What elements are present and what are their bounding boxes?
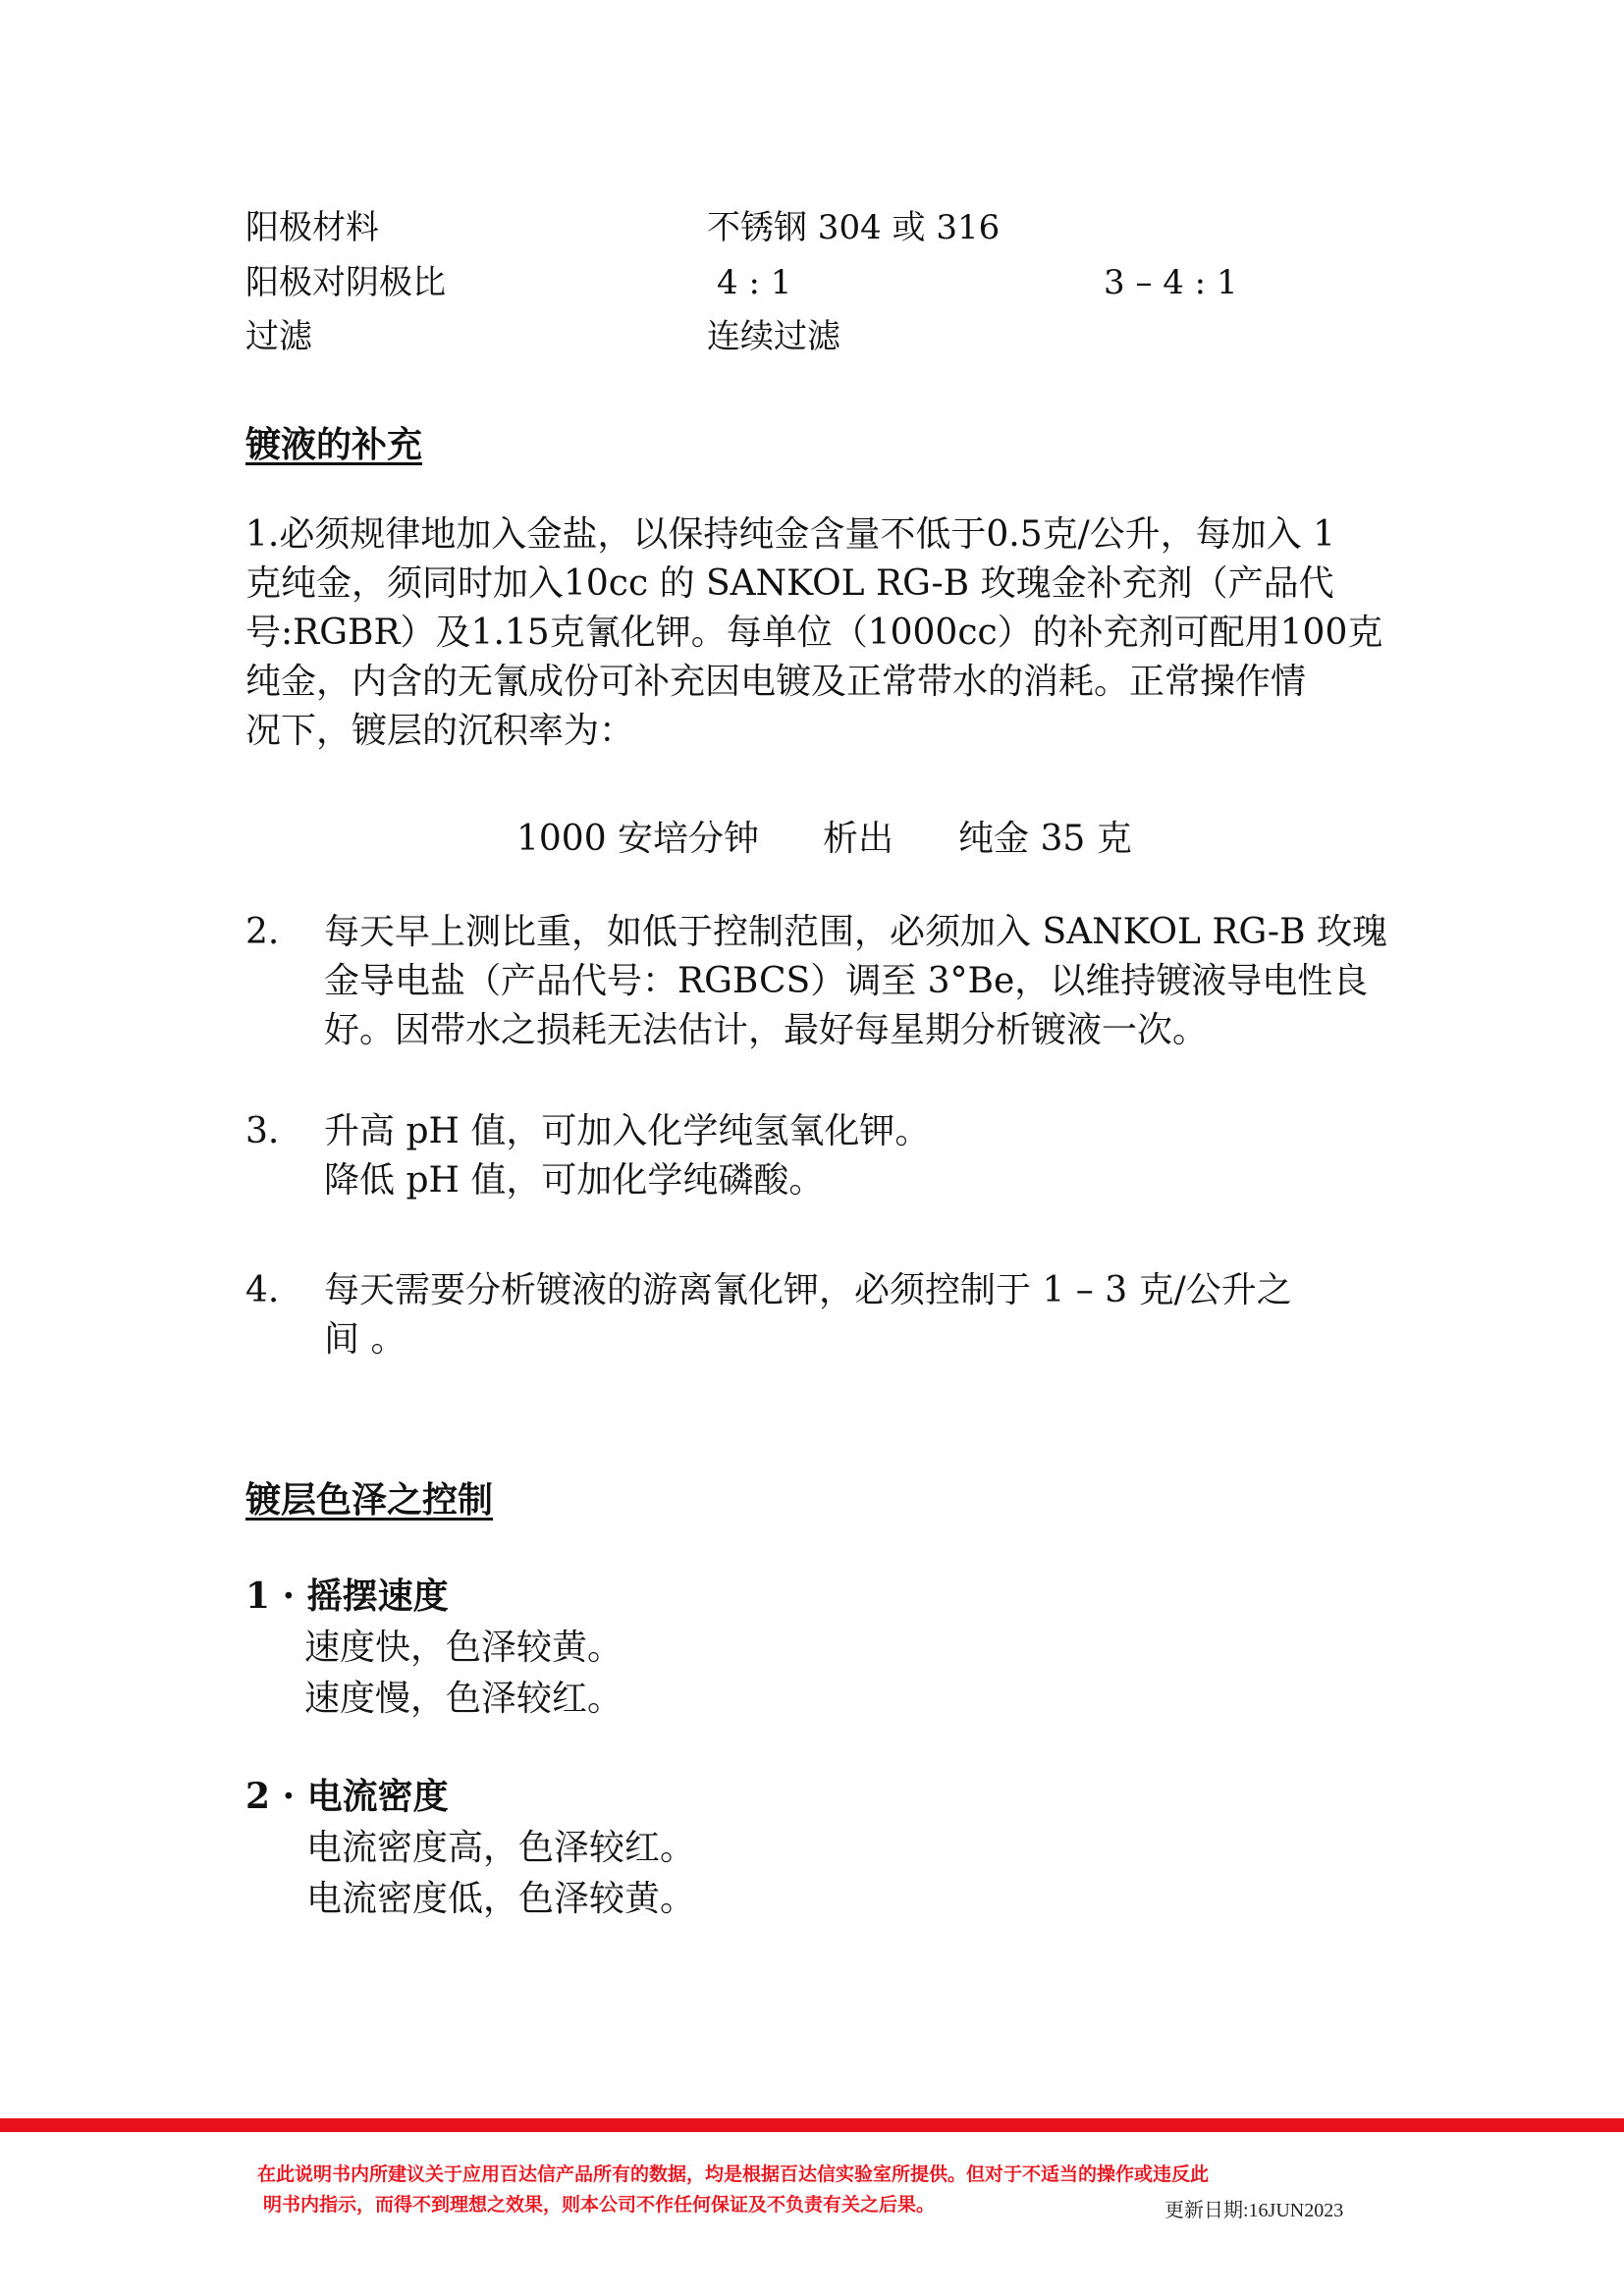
replenish-item-1-line: 况下，镀层的沉积率为：	[245, 711, 635, 751]
footer-red-bar	[0, 2118, 1624, 2132]
color-control-heading: 镀层色泽之控制	[245, 1479, 494, 1521]
replenish-item-4-line: 间 。	[324, 1319, 406, 1360]
anode-ratio-value: 4 : 1	[717, 263, 792, 302]
swing-speed-title: 1 · 摇摆速度	[245, 1575, 449, 1617]
replenish-item-3-line: 降低 pH 值，可加化学纯磷酸。	[324, 1160, 825, 1201]
filtration-value: 连续过滤	[707, 317, 840, 356]
replenish-item-1-line: 纯金，内含的无氰成份可补充因电镀及正常带水的消耗。正常操作情	[245, 662, 1307, 702]
replenish-heading: 镀液的补充	[245, 424, 423, 465]
replenish-item-4-line: 每天需要分析镀液的游离氰化钾，必须控制于 1 – 3 克/公升之	[324, 1270, 1292, 1310]
anode-ratio-value-range: 3 – 4 : 1	[1104, 263, 1238, 302]
swing-speed-fast: 速度快，色泽较黄。	[304, 1628, 623, 1668]
replenish-item-4	[324, 1266, 1396, 1364]
replenish-item-2-line: 每天早上测比重，如低于控制范围，必须加入 SANKOL RG-B 玫瑰	[324, 912, 1387, 952]
anode-material-label: 阳极材料	[245, 208, 379, 247]
replenish-item-3	[324, 1107, 1396, 1205]
deposition-gold: 纯金 35 克	[958, 819, 1132, 859]
current-density-high: 电流密度高，色泽较红。	[306, 1828, 696, 1868]
replenish-item-1-line: 号:RGBR）及1.15克氰化钾。每单位（1000cc）的补充剂可配用100克	[245, 613, 1383, 653]
replenish-item-3-line: 升高 pH 值，可加入化学纯氢氧化钾。	[324, 1111, 931, 1151]
current-density-title: 2 · 电流密度	[245, 1776, 449, 1817]
footer-disclaimer-line-2: 明书内指示，而得不到理想之效果，则本公司不作任何保证及不负责有关之后果。	[263, 2194, 936, 2216]
replenish-item-2-line: 金导电盐（产品代号：RGBCS）调至 3°Be，以维持镀液导电性良	[324, 961, 1369, 1001]
anode-ratio-label: 阳极对阴极比	[245, 263, 446, 302]
replenish-item-1-line: 克纯金，须同时加入10cc 的 SANKOL RG-B 玫瑰金补充剂（产品代	[245, 563, 1334, 604]
deposition-verb: 析出	[823, 819, 894, 859]
anode-material-value: 不锈钢 304 或 316	[707, 208, 1001, 247]
current-density-low: 电流密度低，色泽较黄。	[306, 1879, 696, 1919]
replenish-item-2-line: 好。因带水之损耗无法估计，最好每星期分析镀液一次。	[324, 1010, 1209, 1050]
replenish-item-1	[245, 510, 1396, 756]
replenish-item-4-number: 4.	[245, 1270, 280, 1310]
footer-update-date: 更新日期:16JUN2023	[1164, 2200, 1344, 2221]
replenish-item-3-number: 3.	[245, 1111, 280, 1151]
replenish-item-2-number: 2.	[245, 912, 280, 952]
swing-speed-slow: 速度慢，色泽较红。	[304, 1679, 623, 1719]
filtration-label: 过滤	[245, 317, 312, 356]
footer-disclaimer-line-1: 在此说明书内所建议关于应用百达信产品所有的数据，均是根据百达信实验室所提供。但对于不适当的操作或违反此	[257, 2163, 1210, 2185]
replenish-item-1-line: 1.必须规律地加入金盐，以保持纯金含量不低于0.5克/公升，每加入 1	[245, 514, 1336, 555]
deposition-amp: 1000 安培分钟	[516, 819, 760, 859]
replenish-item-2	[324, 908, 1396, 1055]
